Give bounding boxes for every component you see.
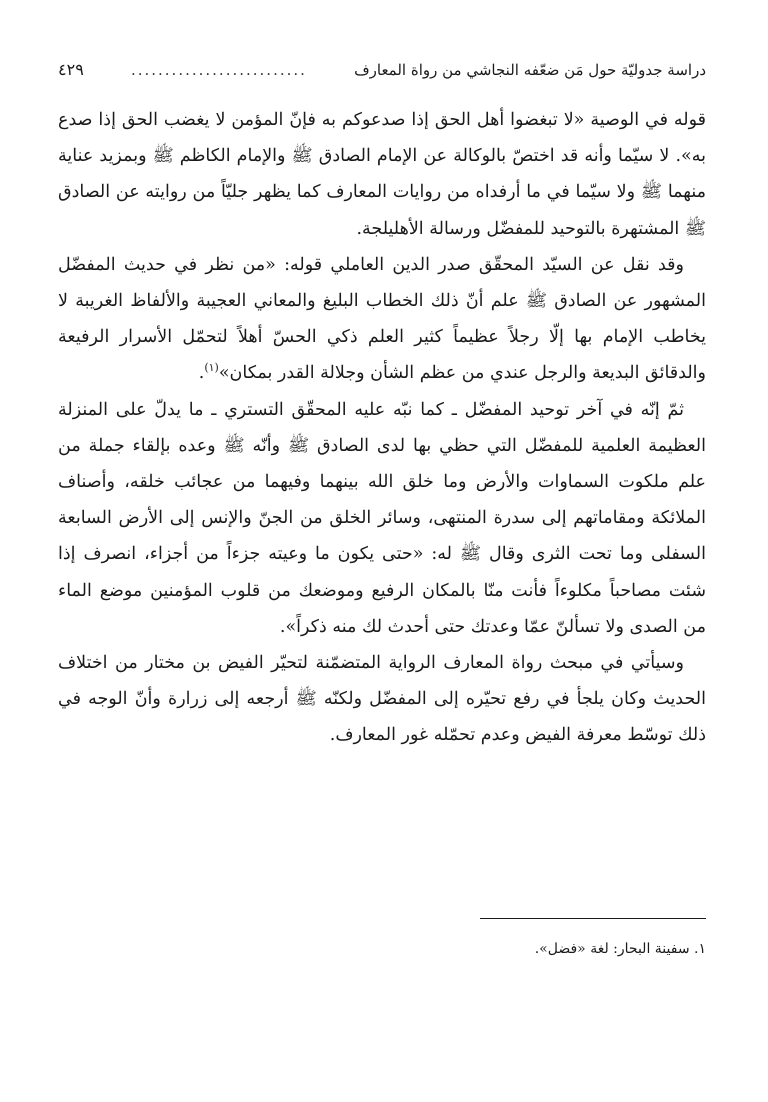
- running-header: [58, 60, 706, 94]
- paragraph-4: وسيأتي في مبحث رواة المعارف الرواية المتضمّنة لتحيّر الفيض بن مختار من اختلاف الحديث وكان يلجأ في رفع تحيّره إلى المفضّل ولكنّه ﷺ أرجعه إلى زرارة وأنّ الوجه في ذلك توسّط معرفة الفيض وعدم تحمّله غور المعارف.: [58, 653, 706, 746]
- paragraph-1: قوله في الوصية «لا تبغضوا أهل الحق إذا صدعوكم به فإنّ المؤمن لا يغضب الحق إذا صدع به». لا سيّما وأنه قد اختصّ بالوكالة عن الإمام الصادق ﷺ والإمام الكاظم ﷺ وبمزيد عناية منهما ﷺ ولا سيّما في ما أرفداه من روايات المعارف كما يظهر جليّاً من روايته عن الصادق ﷺ المشتهرة بالتوحيد للمفضّل ورسالة الأهليلجة.: [58, 110, 706, 239]
- paragraph-2: [58, 247, 706, 392]
- footnote-divider: [480, 918, 706, 919]
- leader-dots: ..........................: [130, 61, 307, 79]
- running-title: دراسة جدوليّة حول مَن ضعّفه النجاشي من رواة المعارف: [354, 61, 706, 79]
- paragraph-3: ثمّ إنّه في آخر توحيد المفضّل ـ كما نبّه عليه المحقّق التستري ـ ما يدلّ على المنزلة العظيمة العلمية للمفضّل التي حظي بها لدى الصادق ﷺ وأنّه ﷺ وعده بإلقاء جملة من علم ملكوت السماوات والأرض وما خلق الله بينهما وفيهما من عجائب خلقه، وأصناف الملائكة ومقاماتهم إلى سدرة المنتهى، وسائر الخلق من الجنّ والإنس إلى الأرض السابعة السفلى وما تحت الثرى وقال ﷺ له: «حتى يكون ما وعيته جزءاً من أجزاء، انصرف إذا شئت مصاحباً مكلوءاً فأنت منّا بالمكان الرفيع وموضعك من قلوب المؤمنين موضع الماء من الصدى ولا تسألنّ عمّا وعدتك حتى أحدث لك منه ذكراً».: [58, 399, 706, 637]
- footnote-marker[interactable]: (١): [204, 361, 219, 375]
- paragraph-2-text: وقد نقل عن السيّد المحقّق صدر الدين العاملي قوله: «من نظر في حديث المفضّل المشهور عن الصادق ﷺ علم أنّ ذلك الخطاب البليغ والمعاني العجيبة والألفاظ الغريبة لا يخاطب الإمام بها إلّا رجلاً عظيماً كثير العلم ذكي الحسّ أهلاً لتحمّل الأسرار الرفيعة والدقائق البديعة والرجل عندي من عظم الشأن وجلالة القدر بمكان»: [58, 254, 706, 384]
- footnote: ١. سفينة البحار: لغة «فضل».: [534, 941, 706, 957]
- page: [58, 60, 706, 957]
- page-number: ٤٢٩: [58, 60, 84, 79]
- main-text: [58, 102, 706, 754]
- paragraph-2-end: .: [198, 363, 205, 384]
